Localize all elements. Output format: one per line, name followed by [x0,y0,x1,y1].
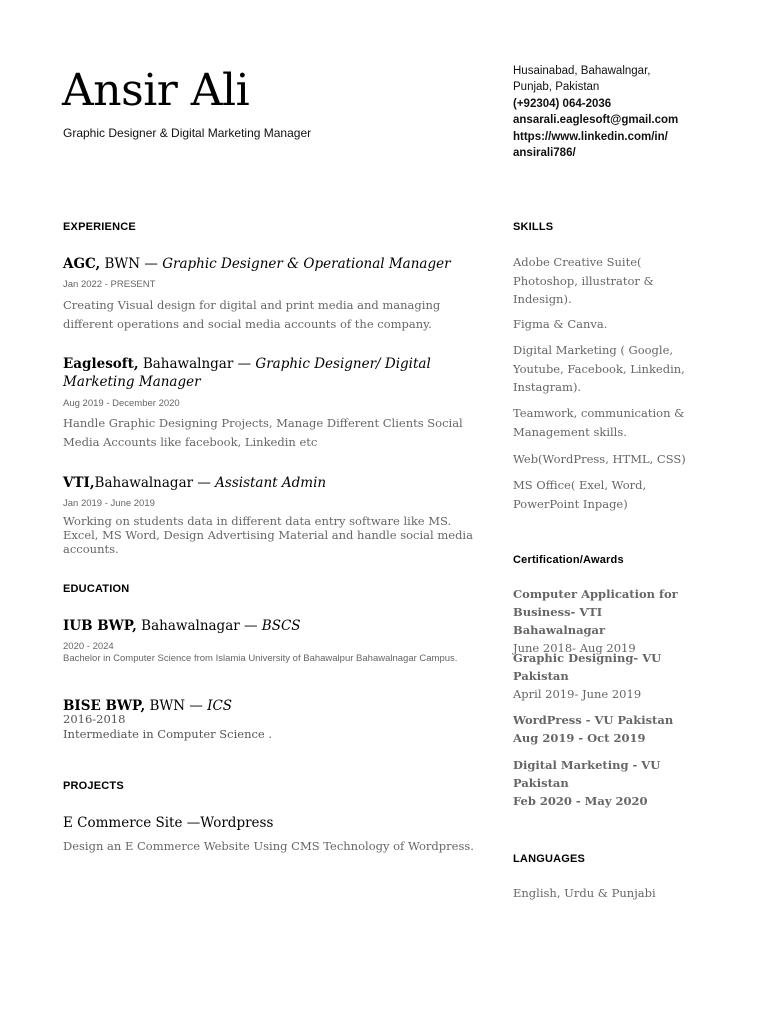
experience-item-3-date: Jan 2019 - June 2019 [63,498,155,509]
education-place: Bahawalnagar — [136,618,262,634]
certification-item [513,585,688,657]
skill-item: MS Office( Exel, Word, PowerPoint Inpage) [513,478,647,511]
project-title: E Commerce Site — [63,815,201,831]
experience-item-1-title [63,255,483,273]
resume-subtitle: Graphic Designer & Digital Marketing Manager [63,126,312,140]
experience-item-1-date: Jan 2022 - PRESENT [63,279,156,290]
certification-item [513,649,688,703]
phone-number[interactable]: (+92304) 064-2036 [513,97,612,110]
skill-item: Digital Marketing ( Google, Youtube, Facebook, Linkedin, Instagram). [513,343,685,394]
experience-item-2-title [63,355,483,391]
project-item-1-desc: Design an E Commerce Website Using CMS Technology of Wordpress. [63,839,474,853]
certification-title: WordPress - VU Pakistan [513,713,674,727]
education-item-1-title [63,617,483,635]
linkedin-link-line-1[interactable]: https://www.linkedin.com/in/ [513,130,668,143]
certification-date: Feb 2020 - May 2020 [513,794,648,808]
project-item-1-title [63,814,483,832]
experience-item-1-desc: Creating Visual design for digital and print media and managing different operations and social media accounts of the company. [63,298,441,331]
certification-title: Graphic Designing- VU Pakistan [513,651,662,683]
linkedin-link-line-2[interactable]: ansirali786/ [513,147,576,160]
project-platform: Wordpress [200,815,274,831]
languages-text: English, Urdu & Punjabi [513,886,656,900]
certification-date: April 2019- June 2019 [513,687,642,701]
skill-item: Figma & Canva. [513,317,608,331]
experience-heading: EXPERIENCE [63,221,136,233]
skill-item: Web(WordPress, HTML, CSS) [513,452,686,466]
certification-item [513,711,688,747]
contact-block [513,63,713,161]
experience-org: VTI, [63,475,95,491]
address-line-1: Husainabad, Bahawalngar, [513,65,651,77]
experience-place: BWN — [100,256,163,272]
education-item-1-date: 2020 - 2024 [63,641,114,652]
certification-date: June 2018- Aug 2019 [513,641,636,655]
experience-role: Assistant Admin [215,475,327,491]
experience-item-3-desc: Working on students data in different data entry software like MS. Excel, MS Word, Design Advertising Material and handle social media accounts. [63,514,473,556]
experience-org: Eaglesoft, [63,356,139,372]
certification-title: Computer Application for Business- VTI Bahawalnagar [513,587,678,637]
certification-title: Digital Marketing - VU Pakistan [513,758,661,790]
address-line-2: Punjab, Pakistan [513,81,600,94]
education-degree: ICS [207,698,233,714]
education-item-1-desc: Bachelor in Computer Science from Islamia University of Bahawalpur Bahawalnagar Campus. [63,653,458,664]
experience-place: Bahawalnagar — [94,475,216,491]
experience-item-2-desc: Handle Graphic Designing Projects, Manage Different Clients Social Media Accounts like facebook, Linkedin etc [63,416,463,449]
skills-heading: SKILLS [513,221,554,233]
education-item-2-date: 2016-2018 [63,712,126,726]
certifications-heading: Certification/Awards [513,554,624,566]
education-heading: EDUCATION [63,583,130,595]
experience-role: Graphic Designer/ Digital Marketing Manager [63,356,431,390]
certification-date: Aug 2019 - Oct 2019 [513,731,646,745]
projects-heading: PROJECTS [63,780,124,792]
experience-item-2-date: Aug 2019 - December 2020 [63,398,180,409]
skill-item: Teamwork, communication & Management skills. [513,406,685,439]
email-link[interactable]: ansarali.eaglesoft@gmail.com [513,114,679,127]
education-place: BWN — [145,698,208,714]
experience-place: Bahawalngar — [138,356,256,372]
languages-heading: LANGUAGES [513,853,586,865]
resume-name: Ansir Ali [62,65,250,116]
experience-org: AGC, [63,256,101,272]
experience-role: Graphic Designer & Operational Manager [162,256,451,272]
education-org: BISE BWP, [63,698,146,714]
skill-item: Adobe Creative Suite( Photoshop, illustrator & Indesign). [513,255,654,306]
certification-item [513,756,688,810]
experience-item-3-title [63,474,483,492]
education-degree: BSCS [261,618,301,634]
education-org: IUB BWP, [63,618,137,634]
education-item-2-desc: Intermediate in Computer Science . [63,727,273,741]
